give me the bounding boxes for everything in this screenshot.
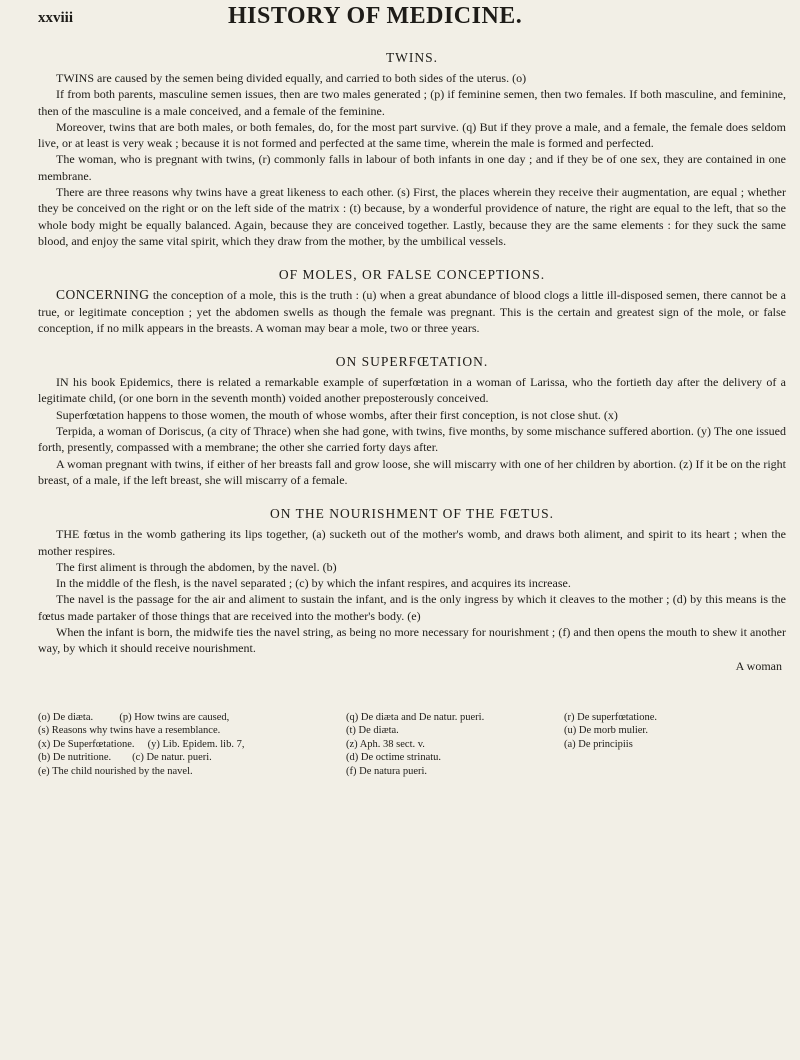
paragraph: Moreover, twins that are both males, or both females, do, for the most part survive. (q) But if they prove a male, and a female, the female does seldom live, or at least is very weak ; because it is not formed and perfected at the same time, wherein the male is formed and perfected.: [38, 119, 786, 151]
paragraph: A woman pregnant with twins, if either of her breasts fall and grow loose, she will miscarry with one of her children by abortion. (z) If it be on the right breast, of a male, if the left breast, she will miscarry of a female.: [38, 456, 786, 487]
paragraph-text: the conception of a mole, this is the truth : (u) when a great abundance of blood clogs a little ill-disposed semen, there cannot be a true, or legitimate conception ; yet the abdomen swells as though the female was pregnant. This is the certain and greatest sign of the mole, or false conception, if no milk appears in the breasts. A woman may bear a mole, two or three years.: [38, 288, 786, 335]
footnote: (f) De natura pueri.: [346, 765, 428, 777]
page-number: xxviii: [38, 10, 74, 26]
lead-word: CONCERNING: [56, 287, 150, 303]
footnote: (s) Reasons why twins have a resemblance.: [38, 725, 221, 737]
paragraph: THE fœtus in the womb gathering its lips together, (a) sucketh out of the mother's womb, and draws both aliment, and spirit to its heart ; when the mother respires.: [38, 527, 786, 558]
section-heading-twins: TWINS.: [385, 50, 439, 65]
footnote-column-3: [564, 711, 794, 779]
section-heading-moles: OF MOLES, OR FALSE CONCEPTIONS.: [278, 267, 546, 283]
footnote-column-2: [346, 711, 556, 779]
paragraph: If from both parents, masculine semen issues, then are two males generated ; (p) if feminine semen, then two females. If both masculine, and feminine, then of the masculine is a male conceived, and a female of the feminine.: [38, 87, 786, 118]
section-heading-nourishment: ON THE NOURISHMENT OF THE FŒTUS.: [269, 506, 555, 522]
footnote: (x) De Superfœtatione. (y) Lib. Epidem. lib. 7,: [38, 738, 245, 750]
paragraph: TWINS are caused by the semen being divided equally, and carried to both sides of the uterus. (o): [56, 71, 527, 85]
paragraph: IN his book Epidemics, there is related a remarkable example of superfœtation in a woman of Larissa, who the fortieth day after the delivery of a legitimate child, (or one born in the seventh month) voided another preposterously conceived.: [38, 375, 786, 406]
footnotes: [38, 711, 786, 779]
paragraph: Terpida, a woman of Doriscus, (a city of Thrace) when she had gone, with twins, five months, by some mischance suffered abortion. (y) The one issued forth, presently, compassed with a membrane; the other she carried forty days after.: [38, 424, 786, 455]
paragraph: In the middle of the flesh, is the navel separated ; (c) by which the infant respires, and acquires its increase.: [56, 576, 571, 591]
paragraph: When the infant is born, the midwife ties the navel string, as being no more necessary for nourishment ; (f) and then opens the mouth to shew it another way, by which it should receive nourishment.: [38, 625, 786, 656]
footnote: (q) De diæta and De natur. pueri.: [346, 711, 485, 723]
paragraph: There are three reasons why twins have a great likeness to each other. (s) First, the places wherein they receive their augmentation, are equal ; whether they be conceived on the right or on the left side of the matrix : (t) because, by a wonderful providence of nature, the right are equal to the left, that so the whole body might be equally balanced. Again, because they are conceived together. Lastly, because they are the same elements : for they suck the same blood, and enjoy the same vital spirit, which they draw from the mother, by the umbilical vessels.: [38, 185, 786, 248]
footnote: (u) De morb mulier.: [564, 725, 648, 737]
footnote: (e) The child nourished by the navel.: [38, 765, 193, 777]
paragraph: Superfœtation happens to those women, the mouth of whose wombs, after their first conception, is not close shut. (x): [56, 407, 618, 422]
footnote: (o) De diæta. (p) How twins are caused,: [38, 711, 230, 723]
paragraph: The woman, who is pregnant with twins, (r) commonly falls in labour of both infants in one day ; and if they be of one sex, they are contained in one membrane.: [38, 152, 786, 183]
footnote: (d) De octime strinatu.: [346, 752, 442, 764]
running-head: [38, 0, 786, 44]
running-title: HISTORY OF MEDICINE.: [228, 3, 523, 29]
section-heading-superfoetation: ON SUPERFŒTATION.: [335, 354, 489, 370]
footnote: (z) Aph. 38 sect. v.: [346, 738, 425, 750]
footnote: (r) De superfœtatione.: [564, 711, 658, 723]
footnote: (t) De diæta.: [346, 725, 399, 737]
paragraph: [38, 287, 786, 336]
catchword: A woman: [735, 658, 782, 673]
footnote-separator: [38, 700, 786, 701]
paragraph: The first aliment is through the abdomen, by the navel. (b): [56, 559, 337, 574]
book-page: [38, 0, 786, 1060]
footnote: (b) De nutritione. (c) De natur. pueri.: [38, 752, 212, 764]
paragraph: The navel is the passage for the air and aliment to sustain the infant, and is the only ingress by which it cleaves to the mother ; (d) by this means is the fœtus made partaker of those things that are received into the mother's body. (e): [38, 592, 786, 623]
footnote-column-1: [38, 711, 338, 779]
footnote: (a) De principiis: [564, 738, 633, 750]
